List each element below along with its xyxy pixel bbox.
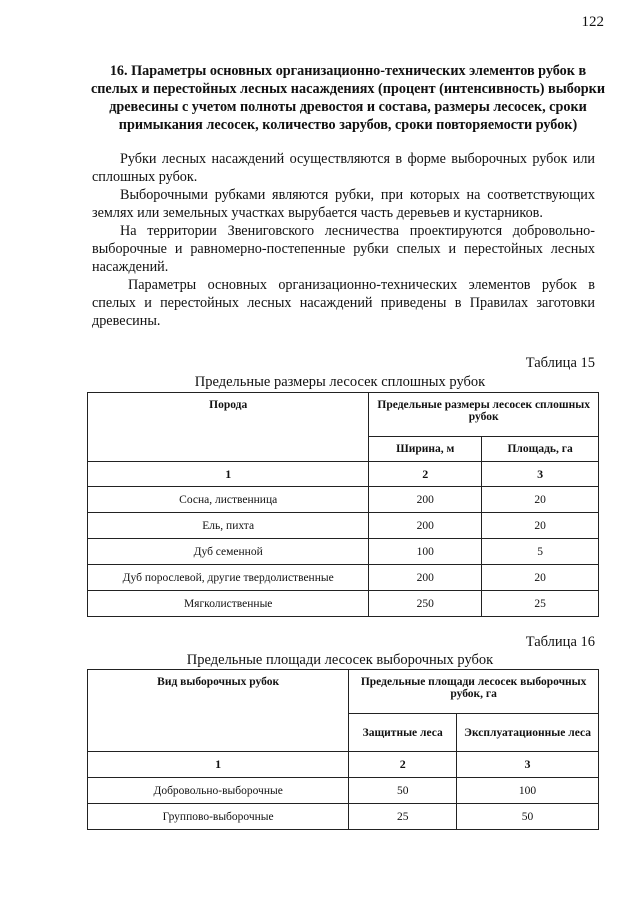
table16-label: Таблица 16	[525, 634, 595, 650]
cell-area: 20	[482, 513, 599, 539]
header-exploitation-forests: Эксплуатационные леса	[457, 714, 599, 752]
table-row	[88, 778, 599, 804]
table16	[87, 669, 599, 830]
header-area-limits: Предельные площади лесосек выборочных рубок, га	[349, 670, 599, 714]
header-limits: Предельные размеры лесосек сплошных рубок	[369, 393, 599, 437]
cell-width: 250	[369, 591, 482, 617]
cell-width: 200	[369, 487, 482, 513]
cell-exploitation: 100	[457, 778, 599, 804]
cell-species: Сосна, лиственница	[88, 487, 369, 513]
cell-protective: 50	[349, 778, 457, 804]
table-row	[88, 565, 599, 591]
table15	[87, 392, 599, 617]
table16-title: Предельные площади лесосек выборочных рубок	[186, 652, 494, 668]
header-protective-forests: Защитные леса	[349, 714, 457, 752]
cell-width: 200	[369, 565, 482, 591]
body-text	[92, 150, 595, 330]
section-heading: 16. Параметры основных организационно-технических элементов рубок в спелых и перестойных лесных насаждениях (процент (интенсивность) выборки древесины с учетом полноты древостоя и состава, размеры лесосек, сроки примыкания лесосек, количество зарубов, сроки повторяемости рубок)	[90, 63, 606, 133]
cell-species: Дуб семенной	[88, 539, 369, 565]
table-row	[88, 487, 599, 513]
column-number: 2	[369, 462, 482, 487]
cell-exploitation: 50	[457, 804, 599, 830]
paragraph: Рубки лесных насаждений осуществляются в форме выборочных рубок или сплошных рубок.	[92, 151, 595, 185]
page-number: 122	[581, 14, 604, 30]
table-row	[88, 513, 599, 539]
cell-cutting-type: Добровольно-выборочные	[88, 778, 349, 804]
cell-protective: 25	[349, 804, 457, 830]
column-number: 1	[88, 462, 369, 487]
header-cutting-type: Вид выборочных рубок	[88, 670, 349, 752]
paragraph: На территории Звениговского лесничества проектируются добровольно-выборочные и равномерно-постепенные рубки спелых и перестойных лесных насаждений.	[92, 223, 595, 275]
cell-area: 25	[482, 591, 599, 617]
column-number: 3	[482, 462, 599, 487]
cell-area: 20	[482, 565, 599, 591]
column-number: 3	[457, 752, 599, 778]
cell-cutting-type: Группово-выборочные	[88, 804, 349, 830]
table-row	[88, 539, 599, 565]
cell-species: Мягколиственные	[88, 591, 369, 617]
cell-width: 100	[369, 539, 482, 565]
column-number: 2	[349, 752, 457, 778]
paragraph: Выборочными рубками являются рубки, при которых на соответствующих землях или земельных участках вырубается часть деревьев и кустарников.	[92, 187, 595, 221]
paragraph: Параметры основных организационно-технических элементов рубок в спелых и перестойных лесных насаждений приведены в Правилах заготовки древесины.	[92, 277, 595, 329]
cell-area: 5	[482, 539, 599, 565]
table15-title: Предельные размеры лесосек сплошных рубок	[194, 374, 486, 390]
cell-species: Дуб порослевой, другие твердолиственные	[88, 565, 369, 591]
cell-area: 20	[482, 487, 599, 513]
header-width: Ширина, м	[369, 437, 482, 462]
header-species: Порода	[88, 393, 369, 462]
header-area: Площадь, га	[482, 437, 599, 462]
cell-width: 200	[369, 513, 482, 539]
cell-species: Ель, пихта	[88, 513, 369, 539]
table-row	[88, 804, 599, 830]
column-number: 1	[88, 752, 349, 778]
table-row	[88, 591, 599, 617]
table15-label: Таблица 15	[525, 355, 595, 371]
